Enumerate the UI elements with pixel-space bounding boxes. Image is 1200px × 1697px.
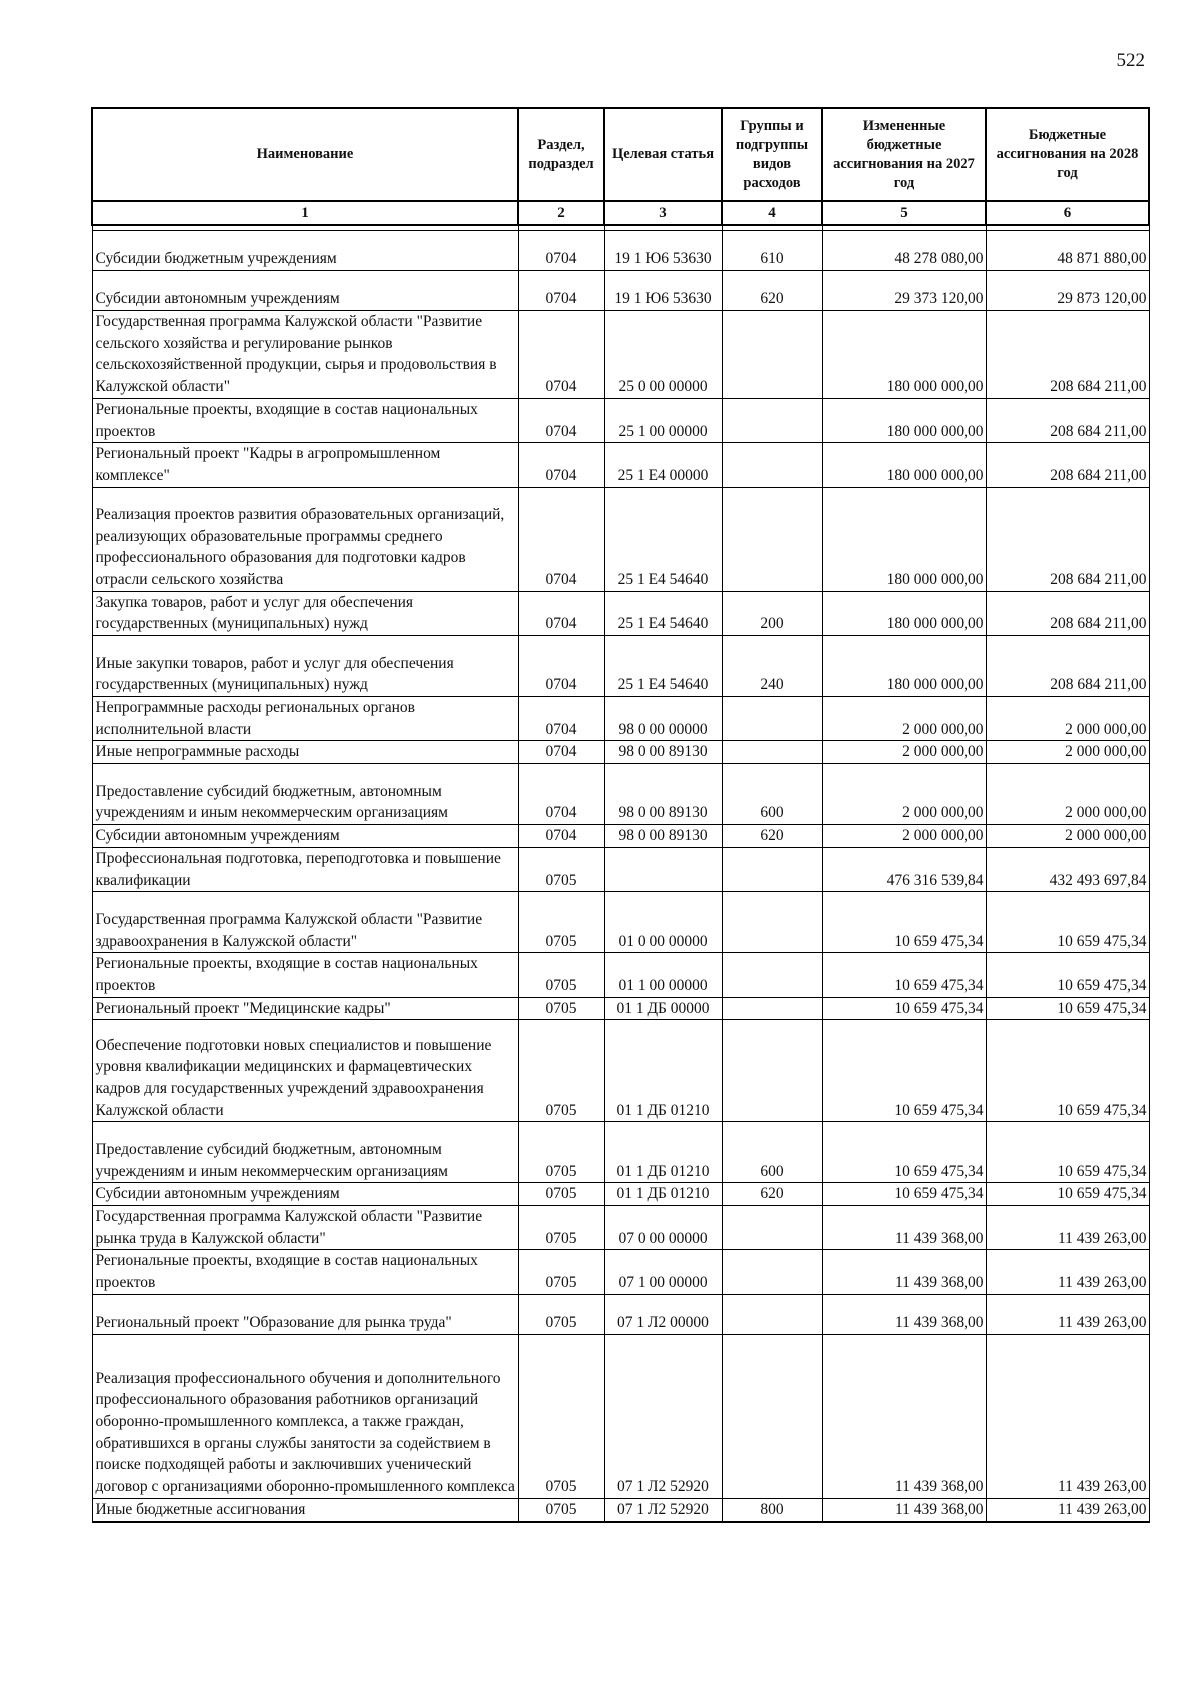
row-section: 0705 — [518, 1250, 604, 1294]
row-expense-group: 610 — [722, 231, 822, 271]
row-amount-2028: 432 493 697,84 — [986, 847, 1149, 891]
row-section: 0704 — [518, 487, 604, 591]
row-section: 0704 — [518, 697, 604, 741]
table-row — [92, 997, 1149, 1020]
row-target-article: 25 1 Е4 54640 — [604, 636, 722, 697]
row-amount-2028: 10 659 475,34 — [986, 1183, 1149, 1206]
column-number: 2 — [518, 201, 604, 225]
row-expense-group — [722, 1206, 822, 1250]
row-target-article: 01 1 ДБ 01210 — [604, 1122, 722, 1183]
row-amount-2027: 11 439 368,00 — [822, 1250, 986, 1294]
row-section: 0705 — [518, 1334, 604, 1498]
row-amount-2028: 208 684 211,00 — [986, 487, 1149, 591]
row-amount-2028: 10 659 475,34 — [986, 892, 1149, 953]
row-expense-group: 600 — [722, 764, 822, 825]
row-name: Государственная программа Калужской области "Развитие здравоохранения в Калужской области" — [92, 892, 518, 953]
row-expense-group — [722, 892, 822, 953]
header-section: Раздел, подраздел — [518, 108, 604, 201]
row-target-article: 25 1 Е4 00000 — [604, 443, 722, 487]
row-amount-2028: 11 439 263,00 — [986, 1206, 1149, 1250]
row-name: Региональные проекты, входящие в состав национальных проектов — [92, 398, 518, 442]
row-name: Закупка товаров, работ и услуг для обеспечения государственных (муниципальных) нужд — [92, 591, 518, 635]
row-target-article: 01 1 00 00000 — [604, 953, 722, 997]
table-row — [92, 271, 1149, 311]
row-amount-2027: 11 439 368,00 — [822, 1206, 986, 1250]
row-amount-2028: 208 684 211,00 — [986, 591, 1149, 635]
row-expense-group: 620 — [722, 271, 822, 311]
row-amount-2027: 180 000 000,00 — [822, 398, 986, 442]
row-amount-2028: 2 000 000,00 — [986, 697, 1149, 741]
table-row — [92, 1334, 1149, 1498]
table-row — [92, 311, 1149, 399]
row-expense-group — [722, 847, 822, 891]
row-target-article: 25 1 00 00000 — [604, 398, 722, 442]
row-name: Иные закупки товаров, работ и услуг для обеспечения государственных (муниципальных) нужд — [92, 636, 518, 697]
row-target-article: 01 1 ДБ 01210 — [604, 1020, 722, 1122]
header-target: Целевая статья — [604, 108, 722, 201]
row-amount-2028: 11 439 263,00 — [986, 1250, 1149, 1294]
row-expense-group — [722, 741, 822, 764]
column-number: 3 — [604, 201, 722, 225]
row-expense-group: 800 — [722, 1498, 822, 1521]
row-section: 0704 — [518, 636, 604, 697]
table-row — [92, 231, 1149, 271]
table-row — [92, 847, 1149, 891]
row-name: Государственная программа Калужской области "Развитие сельского хозяйства и регулирование рынков сельскохозяйственной продукции, сырья и продовольствия в Калужской области" — [92, 311, 518, 399]
row-target-article: 01 1 ДБ 00000 — [604, 997, 722, 1020]
column-number: 6 — [986, 201, 1149, 225]
row-name: Предоставление субсидий бюджетным, автономным учреждениям и иным некоммерческим организациям — [92, 1122, 518, 1183]
row-name: Субсидии автономным учреждениям — [92, 1183, 518, 1206]
row-name: Предоставление субсидий бюджетным, автономным учреждениям и иным некоммерческим организациям — [92, 764, 518, 825]
row-amount-2028: 11 439 263,00 — [986, 1334, 1149, 1498]
row-name: Субсидии бюджетным учреждениям — [92, 231, 518, 271]
row-section: 0705 — [518, 847, 604, 891]
row-target-article: 98 0 00 89130 — [604, 764, 722, 825]
row-section: 0704 — [518, 398, 604, 442]
column-number: 1 — [92, 201, 518, 225]
row-expense-group: 240 — [722, 636, 822, 697]
row-expense-group: 600 — [722, 1122, 822, 1183]
row-section: 0705 — [518, 1183, 604, 1206]
table-row — [92, 825, 1149, 848]
row-expense-group — [722, 1334, 822, 1498]
row-amount-2027: 180 000 000,00 — [822, 591, 986, 635]
row-section: 0704 — [518, 825, 604, 848]
row-expense-group: 200 — [722, 591, 822, 635]
table-row — [92, 892, 1149, 953]
row-amount-2027: 48 278 080,00 — [822, 231, 986, 271]
row-section: 0705 — [518, 1122, 604, 1183]
row-expense-group: 620 — [722, 1183, 822, 1206]
row-target-article: 25 1 Е4 54640 — [604, 591, 722, 635]
row-amount-2028: 2 000 000,00 — [986, 825, 1149, 848]
row-expense-group — [722, 398, 822, 442]
row-amount-2028: 2 000 000,00 — [986, 741, 1149, 764]
row-target-article: 98 0 00 00000 — [604, 697, 722, 741]
row-amount-2027: 180 000 000,00 — [822, 443, 986, 487]
row-expense-group — [722, 1250, 822, 1294]
row-target-article: 07 1 Л2 52920 — [604, 1334, 722, 1498]
header-group: Группы и подгруппы видов расходов — [722, 108, 822, 201]
row-expense-group — [722, 1294, 822, 1334]
column-number: 4 — [722, 201, 822, 225]
row-section: 0705 — [518, 892, 604, 953]
row-name: Региональный проект "Образование для рынка труда" — [92, 1294, 518, 1334]
row-amount-2027: 476 316 539,84 — [822, 847, 986, 891]
row-name: Региональные проекты, входящие в состав национальных проектов — [92, 953, 518, 997]
row-target-article — [604, 847, 722, 891]
row-section: 0705 — [518, 953, 604, 997]
table-row — [92, 591, 1149, 635]
row-target-article: 07 0 00 00000 — [604, 1206, 722, 1250]
row-target-article: 19 1 Ю6 53630 — [604, 231, 722, 271]
row-expense-group: 620 — [722, 825, 822, 848]
row-amount-2027: 10 659 475,34 — [822, 892, 986, 953]
row-expense-group — [722, 487, 822, 591]
row-target-article: 07 1 00 00000 — [604, 1250, 722, 1294]
row-section: 0704 — [518, 231, 604, 271]
row-amount-2027: 2 000 000,00 — [822, 697, 986, 741]
row-name: Региональный проект "Медицинские кадры" — [92, 997, 518, 1020]
row-section: 0705 — [518, 1020, 604, 1122]
row-target-article: 25 1 Е4 54640 — [604, 487, 722, 591]
row-expense-group — [722, 997, 822, 1020]
row-expense-group — [722, 1020, 822, 1122]
row-amount-2028: 11 439 263,00 — [986, 1294, 1149, 1334]
table-row — [92, 741, 1149, 764]
row-name: Государственная программа Калужской области "Развитие рынка труда в Калужской области" — [92, 1206, 518, 1250]
row-target-article: 98 0 00 89130 — [604, 741, 722, 764]
row-section: 0704 — [518, 443, 604, 487]
row-target-article: 07 1 Л2 00000 — [604, 1294, 722, 1334]
row-expense-group — [722, 953, 822, 997]
row-section: 0705 — [518, 997, 604, 1020]
table-row — [92, 764, 1149, 825]
row-section: 0704 — [518, 741, 604, 764]
row-expense-group — [722, 697, 822, 741]
row-amount-2027: 11 439 368,00 — [822, 1498, 986, 1521]
table-row — [92, 1020, 1149, 1122]
page-number: 522 — [1116, 50, 1145, 71]
row-amount-2027: 10 659 475,34 — [822, 1020, 986, 1122]
row-amount-2028: 208 684 211,00 — [986, 443, 1149, 487]
row-section: 0704 — [518, 311, 604, 399]
row-amount-2027: 2 000 000,00 — [822, 741, 986, 764]
row-name: Субсидии автономным учреждениям — [92, 825, 518, 848]
row-amount-2027: 29 373 120,00 — [822, 271, 986, 311]
table-row — [92, 1294, 1149, 1334]
table-row — [92, 1206, 1149, 1250]
table-row — [92, 487, 1149, 591]
column-number: 5 — [822, 201, 986, 225]
row-expense-group — [722, 443, 822, 487]
row-target-article: 01 0 00 00000 — [604, 892, 722, 953]
row-target-article: 01 1 ДБ 01210 — [604, 1183, 722, 1206]
row-expense-group — [722, 311, 822, 399]
row-amount-2027: 11 439 368,00 — [822, 1334, 986, 1498]
table-row — [92, 1250, 1149, 1294]
row-name: Иные непрограммные расходы — [92, 741, 518, 764]
row-amount-2028: 208 684 211,00 — [986, 398, 1149, 442]
row-amount-2027: 180 000 000,00 — [822, 487, 986, 591]
row-amount-2027: 10 659 475,34 — [822, 997, 986, 1020]
row-amount-2027: 10 659 475,34 — [822, 953, 986, 997]
row-amount-2028: 48 871 880,00 — [986, 231, 1149, 271]
row-amount-2028: 2 000 000,00 — [986, 764, 1149, 825]
row-amount-2027: 2 000 000,00 — [822, 825, 986, 848]
row-amount-2027: 2 000 000,00 — [822, 764, 986, 825]
row-name: Реализация проектов развития образовательных организаций, реализующих образовательные программы среднего профессионального образования для подготовки кадров отрасли сельского хозяйства — [92, 487, 518, 591]
row-amount-2027: 180 000 000,00 — [822, 311, 986, 399]
row-section: 0705 — [518, 1294, 604, 1334]
row-amount-2028: 11 439 263,00 — [986, 1498, 1149, 1521]
budget-table — [91, 107, 1150, 1523]
row-target-article: 98 0 00 89130 — [604, 825, 722, 848]
header-2027: Измененные бюджетные ассигнования на 2027 год — [822, 108, 986, 201]
row-amount-2028: 10 659 475,34 — [986, 997, 1149, 1020]
header-2028: Бюджетные ассигнования на 2028 год — [986, 108, 1149, 201]
row-amount-2027: 11 439 368,00 — [822, 1294, 986, 1334]
row-amount-2028: 10 659 475,34 — [986, 953, 1149, 997]
row-amount-2027: 10 659 475,34 — [822, 1183, 986, 1206]
row-name: Непрограммные расходы региональных органов исполнительной власти — [92, 697, 518, 741]
row-section: 0704 — [518, 591, 604, 635]
row-target-article: 25 0 00 00000 — [604, 311, 722, 399]
row-section: 0705 — [518, 1206, 604, 1250]
row-amount-2028: 29 873 120,00 — [986, 271, 1149, 311]
row-name: Региональный проект "Кадры в агропромышленном комплексе" — [92, 443, 518, 487]
row-name: Обеспечение подготовки новых специалистов и повышение уровня квалификации медицинских и фармацевтических кадров для государственных учреждений здравоохранения Калужской области — [92, 1020, 518, 1122]
row-name: Субсидии автономным учреждениям — [92, 271, 518, 311]
table-row — [92, 443, 1149, 487]
row-target-article: 19 1 Ю6 53630 — [604, 271, 722, 311]
header-name: Наименование — [92, 108, 518, 201]
row-section: 0704 — [518, 764, 604, 825]
table-row — [92, 1183, 1149, 1206]
row-section: 0705 — [518, 1498, 604, 1521]
row-amount-2028: 10 659 475,34 — [986, 1020, 1149, 1122]
row-name: Региональные проекты, входящие в состав национальных проектов — [92, 1250, 518, 1294]
table-row — [92, 398, 1149, 442]
row-name: Реализация профессионального обучения и дополнительного профессионального образования работников организаций оборонно-промышленного комплекса, а также граждан, обратившихся в органы службы занятости за содействием в поиске подходящей работы и заключивших ученический договор с организациями оборонно-промышленного комплекса — [92, 1334, 518, 1498]
table-row — [92, 697, 1149, 741]
table-row — [92, 636, 1149, 697]
row-amount-2028: 10 659 475,34 — [986, 1122, 1149, 1183]
table-row — [92, 1498, 1149, 1521]
row-name: Профессиональная подготовка, переподготовка и повышение квалификации — [92, 847, 518, 891]
row-section: 0704 — [518, 271, 604, 311]
row-amount-2027: 10 659 475,34 — [822, 1122, 986, 1183]
table-row — [92, 1122, 1149, 1183]
row-amount-2028: 208 684 211,00 — [986, 311, 1149, 399]
row-amount-2027: 180 000 000,00 — [822, 636, 986, 697]
row-target-article: 07 1 Л2 52920 — [604, 1498, 722, 1521]
row-amount-2028: 208 684 211,00 — [986, 636, 1149, 697]
table-row — [92, 953, 1149, 997]
row-name: Иные бюджетные ассигнования — [92, 1498, 518, 1521]
